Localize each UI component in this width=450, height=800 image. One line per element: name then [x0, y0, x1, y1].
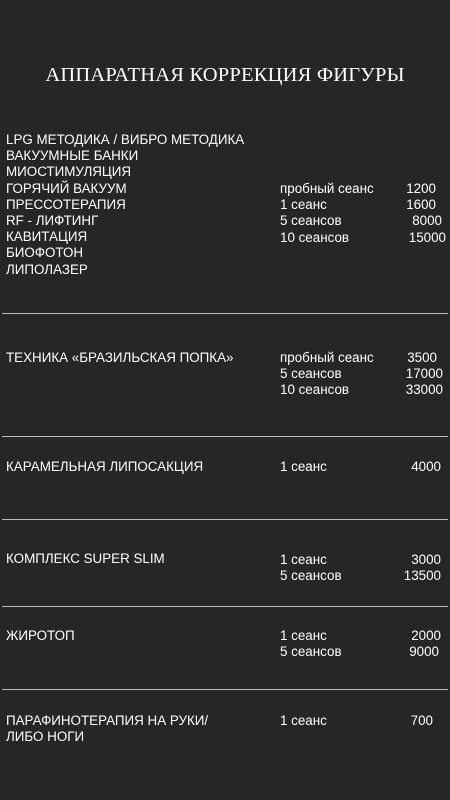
- divider: [2, 313, 448, 314]
- price-label: 1 сеанс: [280, 197, 327, 213]
- price-label: 5 сеансов: [280, 366, 342, 382]
- price-row: [280, 644, 441, 660]
- price-row: [280, 350, 443, 366]
- service-name: LPG МЕТОДИКА / ВИБРО МЕТОДИКА: [6, 132, 245, 147]
- price-value: 17000: [405, 366, 443, 382]
- price-list: [280, 459, 441, 475]
- service-names: [6, 628, 75, 644]
- price-label: 10 сеансов: [280, 382, 350, 398]
- service-name: ЛИПОЛАЗЕР: [6, 261, 88, 277]
- service-name: ВАКУУМНЫЕ БАНКИ: [6, 148, 139, 164]
- service-name: ЖИРОТОП: [6, 628, 75, 643]
- page-title: АППАРАТНАЯ КОРРЕКЦИЯ ФИГУРЫ: [45, 64, 405, 86]
- price-label: 1 сеанс: [280, 628, 327, 643]
- divider: [2, 436, 448, 437]
- price-label: 5 сеансов: [280, 644, 342, 660]
- price-label: 1 сеанс: [280, 459, 327, 474]
- price-list: [280, 552, 441, 584]
- divider: [2, 689, 448, 690]
- service-name: ГОРЯЧИЙ ВАКУУМ: [6, 180, 127, 196]
- service-name: КАВИТАЦИЯ: [6, 229, 88, 245]
- service-name: ТЕХНИКА «БРАЗИЛЬСКАЯ ПОПКА»: [6, 350, 234, 365]
- price-row: [280, 230, 446, 246]
- price-list: [280, 350, 443, 399]
- service-name: БИОФОТОН: [6, 245, 84, 261]
- price-row: [280, 713, 433, 729]
- service-name: RF - ЛИФТИНГ: [6, 213, 99, 229]
- price-label: 10 сеансов: [280, 229, 350, 245]
- service-name: ПРЕССОТЕРАПИЯ: [6, 196, 126, 212]
- price-row: [280, 568, 441, 584]
- price-value: 9000: [409, 644, 439, 660]
- price-list: [280, 181, 446, 246]
- price-value: 2000: [411, 628, 441, 643]
- service-names: [6, 551, 165, 567]
- price-value: 3000: [411, 552, 441, 567]
- price-value: 15000: [408, 229, 446, 245]
- price-label: пробный сеанс: [280, 350, 374, 365]
- service-name: ПАРАФИНОТЕРАПИЯ НА РУКИ/: [6, 713, 209, 728]
- service-name: КАРАМЕЛЬНАЯ ЛИПОСАКЦИЯ: [6, 459, 204, 474]
- price-row: [280, 181, 446, 197]
- service-name: КОМПЛЕКС SUPER SLIM: [6, 551, 165, 566]
- price-row: [280, 459, 441, 475]
- service-name: ЛИБО НОГИ: [6, 729, 85, 745]
- price-value: 8000: [412, 213, 442, 229]
- price-row: [280, 197, 446, 213]
- service-name: МИОСТИМУЛЯЦИЯ: [6, 164, 132, 180]
- price-label: пробный сеанс: [280, 181, 374, 196]
- price-value: 4000: [411, 459, 441, 474]
- price-label: 5 сеансов: [280, 568, 342, 584]
- divider: [2, 606, 448, 607]
- service-names: [6, 132, 244, 278]
- price-row: [280, 366, 443, 382]
- service-names: [6, 350, 233, 366]
- price-value: 1200: [406, 181, 436, 196]
- price-row: [280, 213, 446, 229]
- price-value: 33000: [405, 382, 443, 398]
- price-row: [280, 382, 443, 398]
- price-value: 13500: [403, 568, 441, 584]
- divider: [2, 519, 448, 520]
- price-row: [280, 552, 441, 568]
- service-names: [6, 713, 208, 745]
- price-list: [280, 628, 441, 660]
- price-row: [280, 628, 441, 644]
- price-value: 1600: [406, 197, 436, 213]
- price-label: 5 сеансов: [280, 213, 342, 229]
- price-list: [280, 713, 433, 729]
- price-value: 700: [410, 713, 433, 728]
- price-label: 1 сеанс: [280, 713, 327, 728]
- price-label: 1 сеанс: [280, 552, 327, 567]
- price-value: 3500: [407, 350, 437, 365]
- service-names: [6, 459, 203, 475]
